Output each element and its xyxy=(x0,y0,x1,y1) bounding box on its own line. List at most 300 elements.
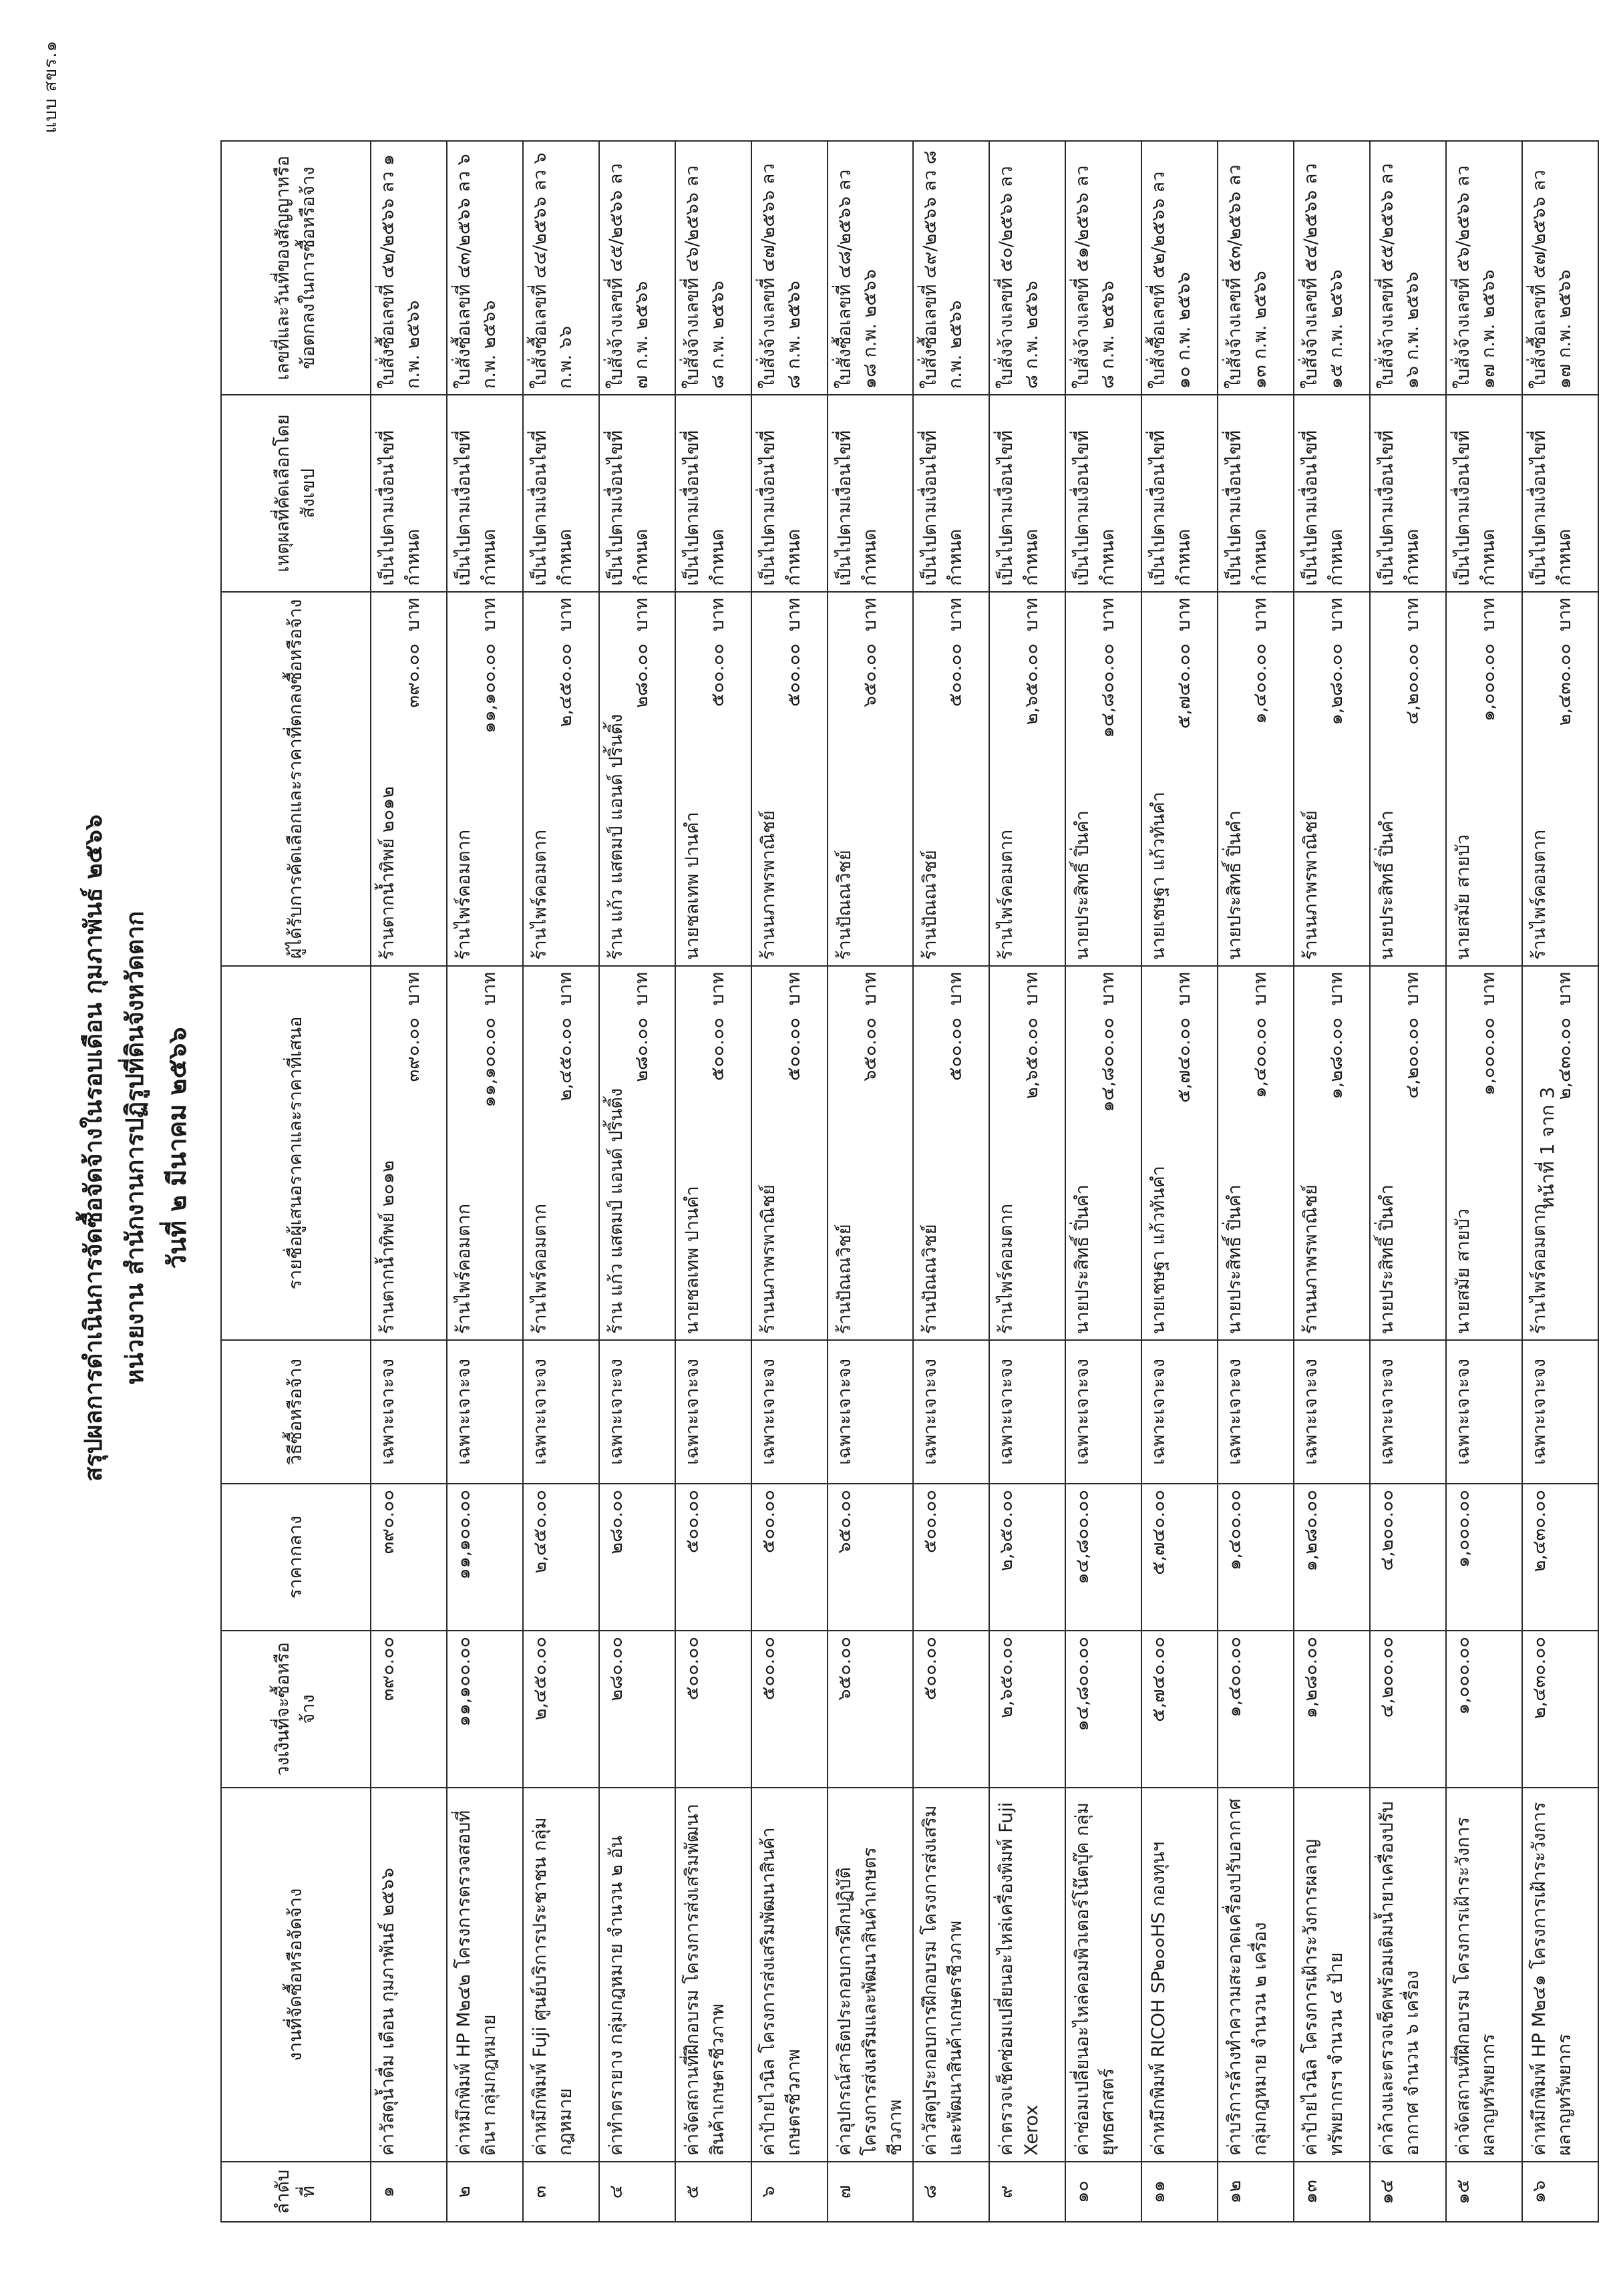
cell-bidder-unit: บาท xyxy=(1554,972,1575,1006)
cell-bidder-amount: ๖๕๐.๐๐ xyxy=(860,1017,880,1082)
cell-winner-unit: บาท xyxy=(555,598,576,632)
cell-bidder-unit: บาท xyxy=(1402,972,1423,1006)
cell-bidder-amount-line xyxy=(943,972,968,1334)
cell-item: ค่าหมึกพิมพ์ HP M๒๔๒ โครงการตรวจสอบที่ดินฯ กลุ่มกฎหมาย xyxy=(447,1788,523,2162)
cell-winner xyxy=(371,592,447,966)
cell-winner-amount-line xyxy=(1019,598,1045,960)
table-row xyxy=(523,141,599,2222)
cell-bidder-amount: ๕๐๐.๐๐ xyxy=(707,1017,728,1082)
cell-item: ค่าทำตรายาง กลุ่มกฎหมาย จำนวน ๒ อัน xyxy=(599,1788,675,2162)
cell-contract: ใบสั่งซื้อเลขที่ ๕๒/๒๕๖๖ ลว ๑๐ ก.พ. ๒๕๖๖ xyxy=(1141,141,1218,395)
cell-bidder-name: นายประสิทธิ์ ปิ่นคำ xyxy=(1224,1184,1245,1334)
cell-no: ๔ xyxy=(599,2162,675,2222)
cell-winner-name: นายเชษฐา แก้วทันคำ xyxy=(1148,792,1169,960)
cell-bidder-amount-line xyxy=(553,972,578,1334)
cell-contract: ใบสั่งจ้างเลขที่ ๕๓/๒๕๖๖ ลว ๑๓ ก.พ. ๒๕๖๖ xyxy=(1218,141,1294,395)
cell-bidder-name: ร้านตากน้ำทิพย์ ๒๐๑๒ xyxy=(377,1160,398,1334)
cell-winner xyxy=(1370,592,1446,966)
cell-winner-amount: ๖๕๐.๐๐ xyxy=(860,643,880,707)
table-row xyxy=(913,141,989,2222)
form-code: แบบ สขร.๑ xyxy=(41,40,61,134)
cell-winner xyxy=(523,592,599,966)
cell-item: ค่าจัดสถานที่ฝึกอบรม โครงการส่งเสริมพัฒนาสินค้าเกษตรชีวภาพ xyxy=(675,1788,751,2162)
cell-no: ๗ xyxy=(828,2162,913,2222)
cell-budget: ๒๘๐.๐๐ xyxy=(599,1631,675,1788)
cell-bidder-unit: บาท xyxy=(945,972,966,1006)
cell-bidder-amount: ๒๘๐.๐๐ xyxy=(631,1017,652,1082)
cell-median-price: ๓๙๐.๐๐ xyxy=(371,1484,447,1631)
cell-winner-name: ร้านนภาพรพาณิชย์ xyxy=(758,810,779,960)
cell-winner-amount: ๕๐๐.๐๐ xyxy=(707,643,728,707)
cell-bidder-unit: บาท xyxy=(1021,972,1042,1006)
cell-budget: ๑๑,๑๐๐.๐๐ xyxy=(447,1631,523,1788)
cell-bidder xyxy=(913,966,989,1340)
cell-winner-amount-line xyxy=(401,598,426,960)
col-header-median-price: ราคากลาง xyxy=(221,1484,371,1631)
cell-method: เฉพาะเจาะจง xyxy=(1522,1340,1598,1484)
report-date: วันที่ ๒ มีนาคม ๒๕๖๖ xyxy=(162,1027,192,1269)
cell-winner xyxy=(447,592,523,966)
cell-method: เฉพาะเจาะจง xyxy=(675,1340,751,1484)
cell-contract: ใบสั่งจ้างเลขที่ ๔๕/๒๕๖๖ ลว ๗ ก.พ. ๒๕๖๖ xyxy=(599,141,675,395)
cell-winner-name: ร้านนภาพรพาณิชย์ xyxy=(1300,810,1321,960)
cell-median-price: ๒,๔๓๐.๐๐ xyxy=(1522,1484,1598,1631)
cell-bidder xyxy=(599,966,675,1340)
cell-method: เฉพาะเจาะจง xyxy=(989,1340,1065,1484)
cell-winner-amount-line xyxy=(858,598,883,960)
cell-bidder-name: นายสมัย สายบัว xyxy=(1453,1208,1473,1334)
cell-no: ๑๐ xyxy=(1065,2162,1141,2222)
cell-winner-amount: ๒๘๐.๐๐ xyxy=(631,643,652,708)
cell-bidder-unit: บาท xyxy=(555,972,576,1006)
cell-bidder-amount-line xyxy=(1248,972,1273,1334)
cell-no: ๑ xyxy=(371,2162,447,2222)
cell-budget: ๒,๔๕๐.๐๐ xyxy=(523,1631,599,1788)
cell-contract: ใบสั่งจ้างเลขที่ ๔๗/๒๕๖๖ ลว ๘ ก.พ. ๒๕๖๖ xyxy=(751,141,828,395)
procurement-table-wrap xyxy=(220,142,1599,2223)
cell-item: ค่าหมึกพิมพ์ Fuji ศูนย์บริการประชาชน กลุ่มกฎหมาย xyxy=(523,1788,599,2162)
cell-bidder-name: นายเชษฐา แก้วทันคำ xyxy=(1148,1166,1169,1334)
cell-item: ค่าวัสดุประกอบการฝึกอบรม โครงการส่งเสริมและพัฒนาสินค้าเกษตรชีวภาพ xyxy=(913,1788,989,2162)
cell-contract: ใบสั่งซื้อเลขที่ ๔๓/๒๕๖๖ ลว ๖ ก.พ. ๒๕๖๖ xyxy=(447,141,523,395)
cell-winner xyxy=(1446,592,1522,966)
cell-budget: ๕๐๐.๐๐ xyxy=(913,1631,989,1788)
cell-bidder-amount-line xyxy=(1400,972,1425,1334)
cell-bidder-unit: บาท xyxy=(403,972,423,1006)
cell-winner-unit: บาท xyxy=(783,598,804,632)
cell-bidder-amount: ๕,๗๔๐.๐๐ xyxy=(1174,1017,1194,1103)
cell-winner-amount-line xyxy=(553,598,578,960)
cell-bidder xyxy=(989,966,1065,1340)
cell-item: ค่าตรวจเช็คซ่อมเปลี่ยนอะไหล่เครื่องพิมพ์ Fuji Xerox xyxy=(989,1788,1065,2162)
cell-winner-name: นายประสิทธิ์ ปิ่นคำ xyxy=(1072,810,1093,960)
cell-bidder-amount: ๒,๔๕๐.๐๐ xyxy=(555,1017,576,1102)
cell-reason: เป็นไปตามเงื่อนไขที่กำหนด xyxy=(1141,395,1218,592)
cell-budget: ๓๙๐.๐๐ xyxy=(371,1631,447,1788)
cell-no: ๓ xyxy=(523,2162,599,2222)
cell-bidder-unit: บาท xyxy=(1326,972,1347,1006)
cell-reason: เป็นไปตามเงื่อนไขที่กำหนด xyxy=(1446,395,1522,592)
table-row xyxy=(675,141,751,2222)
cell-bidder-unit: บาท xyxy=(631,972,652,1006)
cell-bidder xyxy=(371,966,447,1340)
col-header-method: วิธีซื้อหรือจ้าง xyxy=(221,1340,371,1484)
cell-bidder-amount: ๒,๖๕๐.๐๐ xyxy=(1021,1017,1042,1100)
cell-median-price: ๕๐๐.๐๐ xyxy=(751,1484,828,1631)
cell-winner-unit: บาท xyxy=(707,598,728,632)
cell-winner-amount-line xyxy=(781,598,807,960)
cell-median-price: ๒๘๐.๐๐ xyxy=(599,1484,675,1631)
cell-bidder xyxy=(447,966,523,1340)
cell-budget: ๖๕๐.๐๐ xyxy=(828,1631,913,1788)
cell-winner xyxy=(599,592,675,966)
cell-no: ๑๒ xyxy=(1218,2162,1294,2222)
cell-bidder-amount: ๑,๒๘๐.๐๐ xyxy=(1326,1017,1347,1100)
cell-reason: เป็นไปตามเงื่อนไขที่กำหนด xyxy=(447,395,523,592)
cell-bidder-amount-line xyxy=(705,972,731,1334)
cell-bidder xyxy=(1446,966,1522,1340)
cell-winner-name: นายสมัย สายบัว xyxy=(1453,834,1473,960)
page-number: หน้าที่ 1 จาก 3 xyxy=(1536,1086,1558,1210)
cell-winner-unit: บาท xyxy=(403,598,423,632)
cell-method: เฉพาะเจาะจง xyxy=(447,1340,523,1484)
cell-method: เฉพาะเจาะจง xyxy=(1141,1340,1218,1484)
cell-contract: ใบสั่งซื้อเลขที่ ๕๗/๒๕๖๖ ลว ๑๗ ก.พ. ๒๕๖๖ xyxy=(1522,141,1598,395)
cell-winner-unit: บาท xyxy=(860,598,880,632)
cell-bidder-unit: บาท xyxy=(1478,972,1499,1006)
cell-winner-name: ร้านไพร์คอมตาก xyxy=(1529,829,1550,960)
cell-winner-name: ร้านปัณณวิชย์ xyxy=(920,850,940,960)
cell-winner xyxy=(675,592,751,966)
cell-winner-amount-line xyxy=(1248,598,1273,960)
cell-winner-amount-line xyxy=(1172,598,1197,960)
cell-bidder-unit: บาท xyxy=(860,972,880,1006)
cell-bidder-name: นายประสิทธิ์ ปิ่นคำ xyxy=(1377,1184,1397,1334)
cell-winner-name: นายประสิทธิ์ ปิ่นคำ xyxy=(1377,810,1397,960)
cell-median-price: ๕๐๐.๐๐ xyxy=(675,1484,751,1631)
col-header-no: ลำดับที่ xyxy=(221,2162,371,2222)
cell-reason: เป็นไปตามเงื่อนไขที่กำหนด xyxy=(989,395,1065,592)
cell-bidder-amount: ๑,๔๐๐.๐๐ xyxy=(1250,1017,1270,1098)
cell-bidder-amount-line xyxy=(477,972,502,1334)
cell-bidder-unit: บาท xyxy=(1097,972,1118,1006)
cell-bidder xyxy=(523,966,599,1340)
cell-bidder-name: ร้านนภาพรพาณิชย์ xyxy=(1300,1184,1321,1334)
cell-contract: ใบสั่งจ้างเลขที่ ๕๕/๒๕๖๖ ลว ๑๖ ก.พ. ๒๕๖๖ xyxy=(1370,141,1446,395)
cell-no: ๕ xyxy=(675,2162,751,2222)
cell-median-price: ๒,๖๕๐.๐๐ xyxy=(989,1484,1065,1631)
cell-no: ๑๔ xyxy=(1370,2162,1446,2222)
cell-method: เฉพาะเจาะจง xyxy=(828,1340,913,1484)
cell-no: ๑๖ xyxy=(1522,2162,1598,2222)
table-row xyxy=(447,141,523,2222)
table-row xyxy=(371,141,447,2222)
cell-bidder-amount: ๑๑,๑๐๐.๐๐ xyxy=(479,1017,500,1108)
cell-winner-name: นายประสิทธิ์ ปิ่นคำ xyxy=(1224,810,1245,960)
cell-bidder-amount: ๑,๐๐๐.๐๐ xyxy=(1478,1017,1499,1096)
cell-bidder-amount-line xyxy=(1476,972,1501,1334)
cell-bidder-unit: บาท xyxy=(1174,972,1194,1006)
cell-winner-amount: ๑,๒๘๐.๐๐ xyxy=(1326,643,1347,725)
cell-bidder xyxy=(751,966,828,1340)
cell-winner-amount: ๕,๗๔๐.๐๐ xyxy=(1174,643,1194,729)
cell-winner-unit: บาท xyxy=(1554,598,1575,632)
cell-bidder-amount: ๑๔,๘๐๐.๐๐ xyxy=(1097,1017,1118,1112)
procurement-table xyxy=(220,140,1599,2223)
report-title: สรุปผลการดำเนินการจัดซื้อจัดจ้างในรอบเดือน กุมภาพันธ์ ๒๕๖๖ xyxy=(80,814,108,1482)
cell-contract: ใบสั่งจ้างเลขที่ ๕๖/๒๕๖๖ ลว ๑๗ ก.พ. ๒๕๖๖ xyxy=(1446,141,1522,395)
cell-no: ๑๕ xyxy=(1446,2162,1522,2222)
cell-no: ๒ xyxy=(447,2162,523,2222)
table-row xyxy=(599,141,675,2222)
table-row xyxy=(1218,141,1294,2222)
cell-no: ๑๓ xyxy=(1294,2162,1370,2222)
table-row xyxy=(1294,141,1370,2222)
cell-winner xyxy=(751,592,828,966)
table-row xyxy=(1141,141,1218,2222)
cell-method: เฉพาะเจาะจง xyxy=(371,1340,447,1484)
cell-winner-amount: ๒,๔๕๐.๐๐ xyxy=(555,643,576,727)
cell-winner-unit: บาท xyxy=(1250,598,1270,632)
cell-winner-amount-line xyxy=(1400,598,1425,960)
cell-bidder-amount: ๔,๒๐๐.๐๐ xyxy=(1402,1017,1423,1099)
cell-item: ค่าป้ายไวนิล โครงการส่งเสริมพัฒนาสินค้าเกษตรชีวภาพ xyxy=(751,1788,828,2162)
table-row xyxy=(1065,141,1141,2222)
cell-winner-amount: ๑,๐๐๐.๐๐ xyxy=(1478,643,1499,721)
cell-contract: ใบสั่งซื้อเลขที่ ๔๔/๒๕๖๖ ลว ๖ ก.พ. ๖๖ xyxy=(523,141,599,395)
cell-bidder xyxy=(1370,966,1446,1340)
cell-winner-unit: บาท xyxy=(1174,598,1194,632)
cell-median-price: ๑๔,๘๐๐.๐๐ xyxy=(1065,1484,1141,1631)
cell-budget: ๕๐๐.๐๐ xyxy=(751,1631,828,1788)
cell-method: เฉพาะเจาะจง xyxy=(1218,1340,1294,1484)
cell-reason: เป็นไปตามเงื่อนไขที่กำหนด xyxy=(1370,395,1446,592)
table-body xyxy=(371,141,1598,2222)
cell-item: ค่าจัดสถานที่ฝึกอบรม โครงการเฝ้าระวังการผลาญทรัพยากร xyxy=(1446,1788,1522,2162)
cell-bidder-amount: ๒,๔๓๐.๐๐ xyxy=(1554,1017,1575,1100)
cell-no: ๖ xyxy=(751,2162,828,2222)
cell-bidder-name: ร้านปัณณวิชย์ xyxy=(834,1224,855,1334)
cell-bidder-amount-line xyxy=(629,972,655,1334)
cell-median-price: ๑,๒๘๐.๐๐ xyxy=(1294,1484,1370,1631)
cell-budget: ๑,๔๐๐.๐๐ xyxy=(1218,1631,1294,1788)
cell-method: เฉพาะเจาะจง xyxy=(1370,1340,1446,1484)
cell-method: เฉพาะเจาะจง xyxy=(599,1340,675,1484)
cell-contract: ใบสั่งซื้อเลขที่ ๔๒/๒๕๖๖ ลว ๑ ก.พ. ๒๕๖๖ xyxy=(371,141,447,395)
cell-winner-name: ร้าน แก้ว แสตมป์ แอนด์ ปริ้นติ้ง xyxy=(606,713,627,960)
cell-bidder-amount-line xyxy=(1172,972,1197,1334)
cell-winner-amount: ๑๔,๘๐๐.๐๐ xyxy=(1097,643,1118,738)
table-row xyxy=(751,141,828,2222)
cell-winner-name: ร้านไพร์คอมตาก xyxy=(454,829,474,960)
cell-winner-amount: ๑๑,๑๐๐.๐๐ xyxy=(479,643,500,733)
cell-budget: ๕,๗๔๐.๐๐ xyxy=(1141,1631,1218,1788)
cell-winner-unit: บาท xyxy=(1478,598,1499,632)
cell-bidder-name: นายชลเทพ ปานคำ xyxy=(682,1186,703,1334)
cell-winner xyxy=(1065,592,1141,966)
cell-median-price: ๔,๒๐๐.๐๐ xyxy=(1370,1484,1446,1631)
cell-budget: ๑๔,๘๐๐.๐๐ xyxy=(1065,1631,1141,1788)
cell-reason: เป็นไปตามเงื่อนไขที่กำหนด xyxy=(828,395,913,592)
cell-winner-amount: ๕๐๐.๐๐ xyxy=(783,643,804,707)
cell-budget: ๒,๔๓๐.๐๐ xyxy=(1522,1631,1598,1788)
cell-winner-amount: ๓๙๐.๐๐ xyxy=(403,643,423,708)
cell-contract: ใบสั่งจ้างเลขที่ ๕๔/๒๕๖๖ ลว ๑๕ ก.พ. ๒๕๖๖ xyxy=(1294,141,1370,395)
cell-bidder xyxy=(1294,966,1370,1340)
cell-item: ค่าล้างและตรวจเช็คพร้อมเติมน้ำยาเครื่องปรับอากาศ จำนวน ๖ เครื่อง xyxy=(1370,1788,1446,2162)
cell-bidder-amount: ๕๐๐.๐๐ xyxy=(783,1017,804,1082)
col-header-item: งานที่จัดซื้อหรือจัดจ้าง xyxy=(221,1788,371,2162)
cell-winner-amount-line xyxy=(705,598,731,960)
cell-winner xyxy=(1218,592,1294,966)
cell-winner-amount-line xyxy=(1476,598,1501,960)
cell-budget: ๔,๒๐๐.๐๐ xyxy=(1370,1631,1446,1788)
cell-contract: ใบสั่งจ้างเลขที่ ๕๐/๒๕๖๖ ลว ๘ ก.พ. ๒๕๖๖ xyxy=(989,141,1065,395)
cell-bidder xyxy=(1218,966,1294,1340)
cell-winner-unit: บาท xyxy=(1402,598,1423,632)
cell-winner-amount: ๑,๔๐๐.๐๐ xyxy=(1250,643,1270,724)
cell-contract: ใบสั่งจ้างเลขที่ ๔๖/๒๕๖๖ ลว ๘ ก.พ. ๒๕๖๖ xyxy=(675,141,751,395)
cell-winner-name: ร้านตากน้ำทิพย์ ๒๐๑๒ xyxy=(377,786,398,960)
cell-winner xyxy=(913,592,989,966)
cell-no: ๙ xyxy=(989,2162,1065,2222)
cell-bidder xyxy=(828,966,913,1340)
cell-reason: เป็นไปตามเงื่อนไขที่กำหนด xyxy=(523,395,599,592)
cell-bidder-unit: บาท xyxy=(707,972,728,1006)
cell-winner-amount-line xyxy=(1095,598,1121,960)
cell-bidder-name: ร้านนภาพรพาณิชย์ xyxy=(758,1184,779,1334)
cell-winner xyxy=(1141,592,1218,966)
cell-winner xyxy=(828,592,913,966)
table-row xyxy=(828,141,913,2222)
title-block xyxy=(73,0,198,2296)
cell-reason: เป็นไปตามเงื่อนไขที่กำหนด xyxy=(675,395,751,592)
cell-item: ค่าบริการล้างทำความสะอาดเครื่องปรับอากาศ กลุ่มกฎหมาย จำนวน ๒ เครื่อง xyxy=(1218,1788,1294,2162)
cell-winner-amount: ๔,๒๐๐.๐๐ xyxy=(1402,643,1423,725)
col-header-reason: เหตุผลที่คัดเลือกโดยสังเขป xyxy=(221,395,371,592)
table-row xyxy=(1370,141,1446,2222)
cell-winner-amount-line xyxy=(943,598,968,960)
cell-bidder-unit: บาท xyxy=(479,972,500,1006)
cell-method: เฉพาะเจาะจง xyxy=(913,1340,989,1484)
cell-median-price: ๑,๐๐๐.๐๐ xyxy=(1446,1484,1522,1631)
cell-method: เฉพาะเจาะจง xyxy=(1065,1340,1141,1484)
cell-bidder xyxy=(1065,966,1141,1340)
cell-median-price: ๖๕๐.๐๐ xyxy=(828,1484,913,1631)
cell-reason: เป็นไปตามเงื่อนไขที่กำหนด xyxy=(913,395,989,592)
cell-winner-unit: บาท xyxy=(1326,598,1347,632)
cell-bidder-name: ร้านปัณณวิชย์ xyxy=(920,1224,940,1334)
cell-bidder-amount-line xyxy=(1095,972,1121,1334)
cell-bidder-amount-line xyxy=(781,972,807,1334)
cell-winner-amount: ๕๐๐.๐๐ xyxy=(945,643,966,707)
cell-method: เฉพาะเจาะจง xyxy=(751,1340,828,1484)
cell-bidder-unit: บาท xyxy=(1250,972,1270,1006)
cell-bidder-amount-line xyxy=(401,972,426,1334)
cell-winner-amount: ๒,๔๓๐.๐๐ xyxy=(1554,643,1575,726)
col-header-budget: วงเงินที่จะซื้อหรือจ้าง xyxy=(221,1631,371,1788)
cell-winner xyxy=(1294,592,1370,966)
cell-contract: ใบสั่งซื้อเลขที่ ๔๙/๒๕๖๖ ลว ๘ ก.พ. ๒๕๖๖ xyxy=(913,141,989,395)
agency-name: หน่วยงาน สำนักงานการปฏิรูปที่ดินจังหวัดตาก xyxy=(122,911,149,1385)
cell-item: ค่าหมึกพิมพ์ RICOH SP๒๐๐HS กองทุนฯ xyxy=(1141,1788,1218,2162)
cell-winner-name: ร้านไพร์คอมตาก xyxy=(530,829,550,960)
cell-budget: ๒,๖๕๐.๐๐ xyxy=(989,1631,1065,1788)
cell-method: เฉพาะเจาะจง xyxy=(523,1340,599,1484)
cell-bidder-name: ร้านไพร์คอมตาก xyxy=(454,1203,474,1334)
cell-winner-name: ร้านปัณณวิชย์ xyxy=(834,850,855,960)
cell-bidder-amount-line xyxy=(858,972,883,1334)
cell-reason: เป็นไปตามเงื่อนไขที่กำหนด xyxy=(751,395,828,592)
cell-method: เฉพาะเจาะจง xyxy=(1446,1340,1522,1484)
cell-bidder-amount-line xyxy=(1019,972,1045,1334)
cell-reason: เป็นไปตามเงื่อนไขที่กำหนด xyxy=(1522,395,1598,592)
cell-winner-unit: บาท xyxy=(1021,598,1042,632)
col-header-winner: ผู้ได้รับการคัดเลือกและราคาที่ตกลงซื้อหรือจ้าง xyxy=(221,592,371,966)
cell-budget: ๕๐๐.๐๐ xyxy=(675,1631,751,1788)
cell-bidder xyxy=(675,966,751,1340)
col-header-bidders: รายชื่อผู้เสนอราคาและราคาที่เสนอ xyxy=(221,966,371,1340)
cell-winner-name: นายชลเทพ ปานคำ xyxy=(682,812,703,960)
cell-bidder-unit: บาท xyxy=(783,972,804,1006)
cell-bidder-name: ร้านไพร์คอมตาก xyxy=(530,1203,550,1334)
cell-budget: ๑,๐๐๐.๐๐ xyxy=(1446,1631,1522,1788)
cell-median-price: ๕๐๐.๐๐ xyxy=(913,1484,989,1631)
cell-reason: เป็นไปตามเงื่อนไขที่กำหนด xyxy=(599,395,675,592)
cell-item: ค่าวัสดุน้ำดื่ม เดือน กุมภาพันธ์ ๒๕๖๖ xyxy=(371,1788,447,2162)
cell-reason: เป็นไปตามเงื่อนไขที่กำหนด xyxy=(1218,395,1294,592)
cell-reason: เป็นไปตามเงื่อนไขที่กำหนด xyxy=(1294,395,1370,592)
cell-item: ค่าป้ายไวนิล โครงการเฝ้าระวังการผลาญทรัพยากรฯ จำนวน ๔ ป้าย xyxy=(1294,1788,1370,2162)
col-header-contract: เลขที่และวันที่ของสัญญาหรือข้อตกลงในการซื้อหรือจ้าง xyxy=(221,141,371,395)
cell-median-price: ๑๑,๑๐๐.๐๐ xyxy=(447,1484,523,1631)
cell-item: ค่าซ่อมเปลี่ยนอะไหล่คอมพิวเตอร์โน๊ตบุ๊ค กลุ่มยุทธศาสตร์ xyxy=(1065,1788,1141,2162)
cell-winner-amount-line xyxy=(477,598,502,960)
table-header-row xyxy=(221,141,371,2222)
cell-winner-name: ร้านไพร์คอมตาก xyxy=(996,829,1017,960)
cell-bidder-amount: ๕๐๐.๐๐ xyxy=(945,1017,966,1082)
cell-winner xyxy=(989,592,1065,966)
cell-contract: ใบสั่งซื้อเลขที่ ๔๘/๒๕๖๖ ลว ๑๘ ก.พ. ๒๕๖๖ xyxy=(828,141,913,395)
cell-contract: ใบสั่งจ้างเลขที่ ๕๑/๒๕๖๖ ลว ๘ ก.พ. ๒๕๖๖ xyxy=(1065,141,1141,395)
cell-item: ค่าหมึกพิมพ์ HP M๒๔๑ โครงการเฝ้าระวังการผลาญทรัพยากร xyxy=(1522,1788,1598,2162)
cell-method: เฉพาะเจาะจง xyxy=(1294,1340,1370,1484)
cell-winner-amount-line xyxy=(629,598,655,960)
cell-bidder-name: นายประสิทธิ์ ปิ่นคำ xyxy=(1072,1184,1093,1334)
cell-winner-unit: บาท xyxy=(631,598,652,632)
cell-median-price: ๕,๗๔๐.๐๐ xyxy=(1141,1484,1218,1631)
cell-winner-unit: บาท xyxy=(945,598,966,632)
cell-bidder-amount-line xyxy=(1324,972,1349,1334)
cell-median-price: ๒,๔๕๐.๐๐ xyxy=(523,1484,599,1631)
cell-bidder-name: ร้านไพร์คอมตาก xyxy=(1529,1203,1550,1334)
cell-reason: เป็นไปตามเงื่อนไขที่กำหนด xyxy=(371,395,447,592)
cell-item: ค่าอุปกรณ์สาธิตประกอบการฝึกปฏิบัติ โครงการส่งเสริมและพัฒนาสินค้าเกษตรชีวภาพ xyxy=(828,1788,913,2162)
cell-no: ๑๑ xyxy=(1141,2162,1218,2222)
cell-bidder xyxy=(1141,966,1218,1340)
cell-bidder-name: ร้านไพร์คอมตาก xyxy=(996,1203,1017,1334)
cell-winner-amount-line xyxy=(1324,598,1349,960)
cell-median-price: ๑,๔๐๐.๐๐ xyxy=(1218,1484,1294,1631)
cell-winner-amount: ๒,๖๕๐.๐๐ xyxy=(1021,643,1042,725)
cell-winner-unit: บาท xyxy=(1097,598,1118,632)
table-row xyxy=(989,141,1065,2222)
cell-winner-unit: บาท xyxy=(479,598,500,632)
cell-budget: ๑,๒๘๐.๐๐ xyxy=(1294,1631,1370,1788)
table-row xyxy=(1446,141,1522,2222)
cell-no: ๘ xyxy=(913,2162,989,2222)
cell-reason: เป็นไปตามเงื่อนไขที่กำหนด xyxy=(1065,395,1141,592)
